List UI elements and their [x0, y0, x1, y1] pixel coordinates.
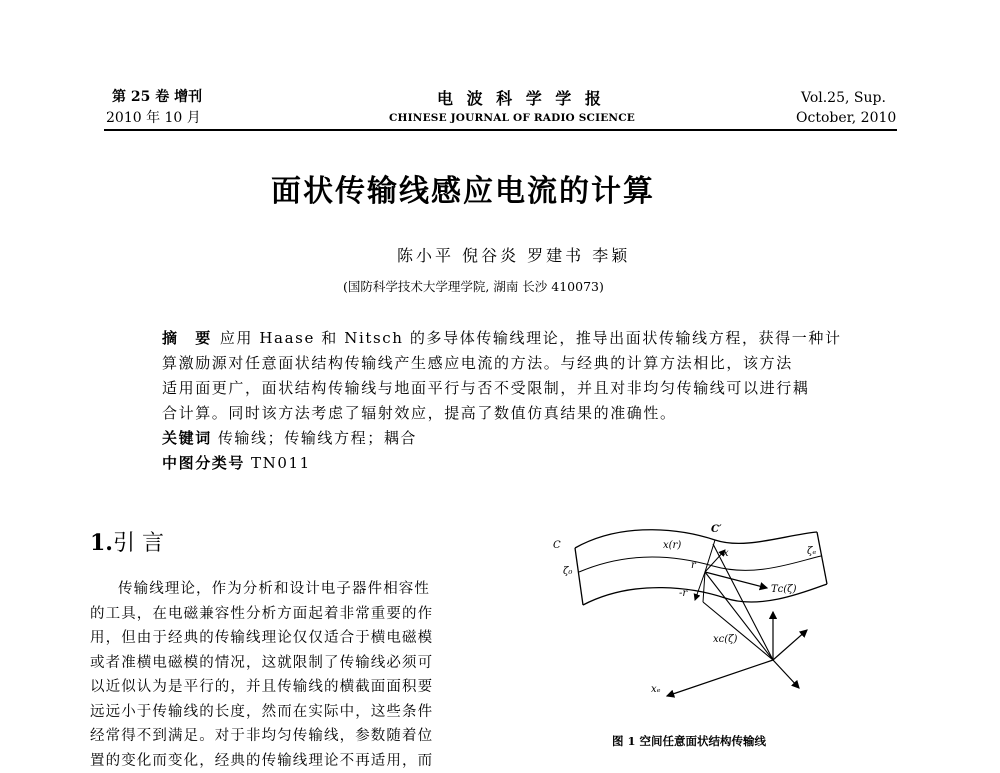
body-line-1: 传输线理论，作为分析和设计电子器件相容性 [90, 577, 490, 602]
label-zeta-e: ζₑ [807, 546, 816, 557]
classification-value: TN011 [251, 454, 311, 472]
authors: 陈小平 倪谷炎 罗建书 李颖 [397, 243, 630, 266]
label-xe: xₑ [651, 684, 661, 695]
label-x: x [723, 548, 729, 559]
label-xc: xᴄ(ζ) [713, 634, 738, 645]
paper-title: 面状传输线感应电流的计算 [271, 166, 655, 210]
body-line-4: 或者准横电磁模的情况，这就限制了传输线必须可 [90, 651, 490, 676]
axis-w [773, 660, 799, 688]
section-heading [90, 526, 164, 557]
body-line-2: 的工具，在电磁兼容性分析方面起着非常重要的作 [90, 602, 490, 627]
abstract-label: 摘 要 [162, 329, 212, 347]
classification-line [162, 451, 872, 476]
keywords-line [162, 426, 872, 451]
header-vol-en: Vol.25, Sup. [801, 89, 886, 107]
surface-top-edge [575, 530, 817, 548]
header-date-en: October, 2010 [796, 109, 896, 127]
abstract-line-2: 算激励源对任意面状结构传输线产生感应电流的方法。与经典的计算方法相比，该方法 [162, 351, 872, 376]
label-c-prime: C′ [711, 524, 722, 535]
vector-xc [705, 572, 773, 660]
keywords-value: 传输线；传输线方程；耦合 [218, 429, 417, 447]
body-line-6: 远远小于传输线的长度，然而在实际中，这些条件 [90, 700, 490, 725]
abstract [162, 326, 872, 476]
classification-label: 中图分类号 [162, 454, 245, 472]
header-volume: 第 25 卷 增刊 [112, 88, 202, 106]
body-line-7: 经常得不到满足。对于非均匀传输线，参数随着位 [90, 724, 490, 749]
surface-right-edge [817, 532, 827, 584]
header-rule [104, 129, 897, 131]
journal-name-cn: 电 波 科 学 学 报 [437, 86, 605, 109]
label-x-of-r: x(r) [663, 540, 681, 551]
curve-c-prime [579, 556, 821, 572]
label-minus-r: -r [679, 588, 688, 599]
vector-r-lower [703, 602, 773, 660]
abstract-line-3: 适用面更广，面状结构传输线与地面平行与否不受限制，并且对非均匀传输线可以进行耦 [162, 376, 872, 401]
figure-1-diagram [545, 510, 845, 725]
body-line-8: 置的变化而变化，经典的传输线理论不再适用，而 [90, 749, 490, 773]
abstract-line-1 [162, 326, 872, 351]
label-r: r [691, 560, 697, 571]
affiliation: (国防科学技术大学理学院, 湖南 长沙 410073) [343, 277, 604, 295]
keywords-label: 关键词 [162, 429, 212, 447]
section-body [90, 577, 490, 773]
axis-y [773, 630, 807, 660]
body-line-5: 以近似认为是平行的，并且传输线的横截面面积要 [90, 675, 490, 700]
abstract-line-4: 合计算。同时该方法考虑了辐射效应，提高了数值仿真结果的准确性。 [162, 401, 872, 426]
section-title: 引 言 [113, 531, 164, 556]
label-zeta0: ζ₀ [563, 566, 572, 577]
surface-left-edge [575, 548, 583, 605]
section-number: 1. [90, 530, 113, 556]
figure-1-caption: 图 1 空间任意面状结构传输线 [612, 733, 766, 749]
body-line-3: 用，但由于经典的传输线理论仅仅适合于横电磁模 [90, 626, 490, 651]
label-tc: Tᴄ(ζ) [771, 584, 797, 595]
vector-tc [705, 572, 767, 588]
axis-x [667, 660, 773, 696]
header-date: 2010 年 10 月 [106, 109, 201, 127]
abstract-text-1: 应用 Haase 和 Nitsch 的多导体传输线理论，推导出面状传输线方程，获得一种计 [220, 329, 842, 347]
label-c: C [553, 540, 561, 551]
journal-name-en: CHINESE JOURNAL OF RADIO SCIENCE [389, 112, 635, 124]
